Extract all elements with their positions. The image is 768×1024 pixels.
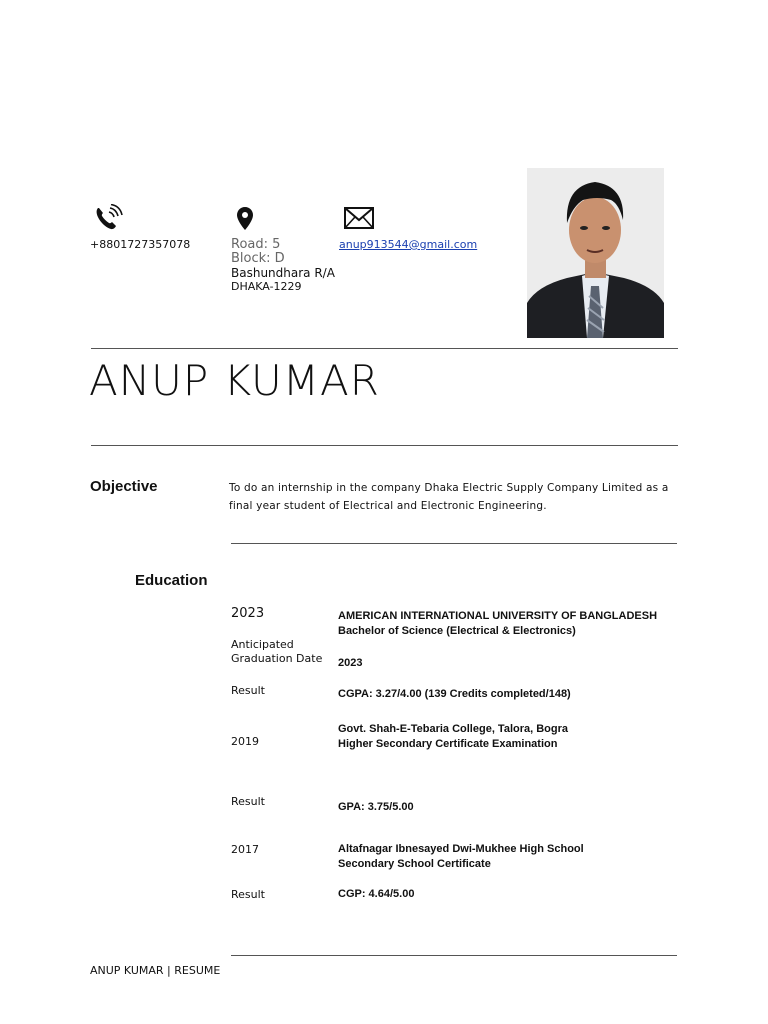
edu-institution-3 bbox=[338, 842, 584, 872]
email-link[interactable]: anup913544@gmail.com bbox=[339, 238, 478, 251]
divider-name bbox=[91, 445, 678, 446]
phone-icon bbox=[94, 204, 124, 232]
edu-institution-name-3: Altafnagar Ibnesayed Dwi-Mukhee High School bbox=[338, 843, 584, 855]
phone-number: +8801727357078 bbox=[90, 238, 191, 251]
edu-institution-1 bbox=[338, 609, 657, 639]
edu-note-line-1: Anticipated bbox=[231, 638, 294, 651]
edu-result-label-3: Result bbox=[231, 888, 265, 901]
objective-text bbox=[229, 479, 679, 515]
edu-institution-name-1: AMERICAN INTERNATIONAL UNIVERSITY OF BANGLADESH bbox=[338, 610, 658, 622]
page-title: ANUP KUMAR bbox=[89, 356, 380, 405]
objective-line-2: final year student of Electrical and Electronic Engineering. bbox=[229, 500, 547, 512]
edu-extra-1: 2023 bbox=[338, 657, 363, 669]
edu-result-label-1: Result bbox=[231, 684, 265, 697]
edu-note-line-2: Graduation Date bbox=[231, 652, 323, 665]
divider-objective bbox=[231, 543, 677, 544]
page-footer: ANUP KUMAR | RESUME bbox=[90, 964, 221, 977]
edu-degree-3: Secondary School Certificate bbox=[338, 858, 491, 870]
divider-top bbox=[91, 348, 678, 349]
edu-year-1: 2023 bbox=[231, 606, 265, 621]
location-pin-icon bbox=[236, 206, 254, 232]
edu-degree-1: Bachelor of Science (Electrical & Electronics) bbox=[338, 625, 576, 637]
profile-photo bbox=[527, 168, 664, 338]
envelope-icon bbox=[344, 207, 374, 229]
divider-bottom bbox=[231, 955, 677, 956]
address bbox=[231, 238, 335, 294]
edu-result-1: CGPA: 3.27/4.00 (139 Credits completed/148) bbox=[338, 688, 571, 700]
edu-result-2: GPA: 3.75/5.00 bbox=[338, 801, 414, 813]
edu-result-label-2: Result bbox=[231, 795, 265, 808]
objective-line-1: To do an internship in the company Dhaka Electric Supply Company Limited as a bbox=[229, 482, 669, 494]
edu-degree-2: Higher Secondary Certificate Examination bbox=[338, 738, 558, 750]
address-line-area: Bashundhara R/A bbox=[231, 266, 335, 280]
address-line-road: Road: 5 bbox=[231, 237, 281, 252]
edu-result-3: CGP: 4.64/5.00 bbox=[338, 888, 415, 900]
edu-year-3: 2017 bbox=[231, 843, 259, 856]
edu-year-2: 2019 bbox=[231, 735, 259, 748]
edu-institution-2 bbox=[338, 722, 568, 752]
edu-note-1 bbox=[231, 638, 322, 666]
address-line-block: Block: D bbox=[231, 251, 285, 266]
edu-institution-name-2: Govt. Shah-E-Tebaria College, Talora, Bogra bbox=[338, 723, 569, 735]
education-heading: Education bbox=[135, 572, 208, 589]
objective-heading: Objective bbox=[90, 478, 158, 495]
address-line-city: DHAKA-1229 bbox=[231, 280, 302, 293]
